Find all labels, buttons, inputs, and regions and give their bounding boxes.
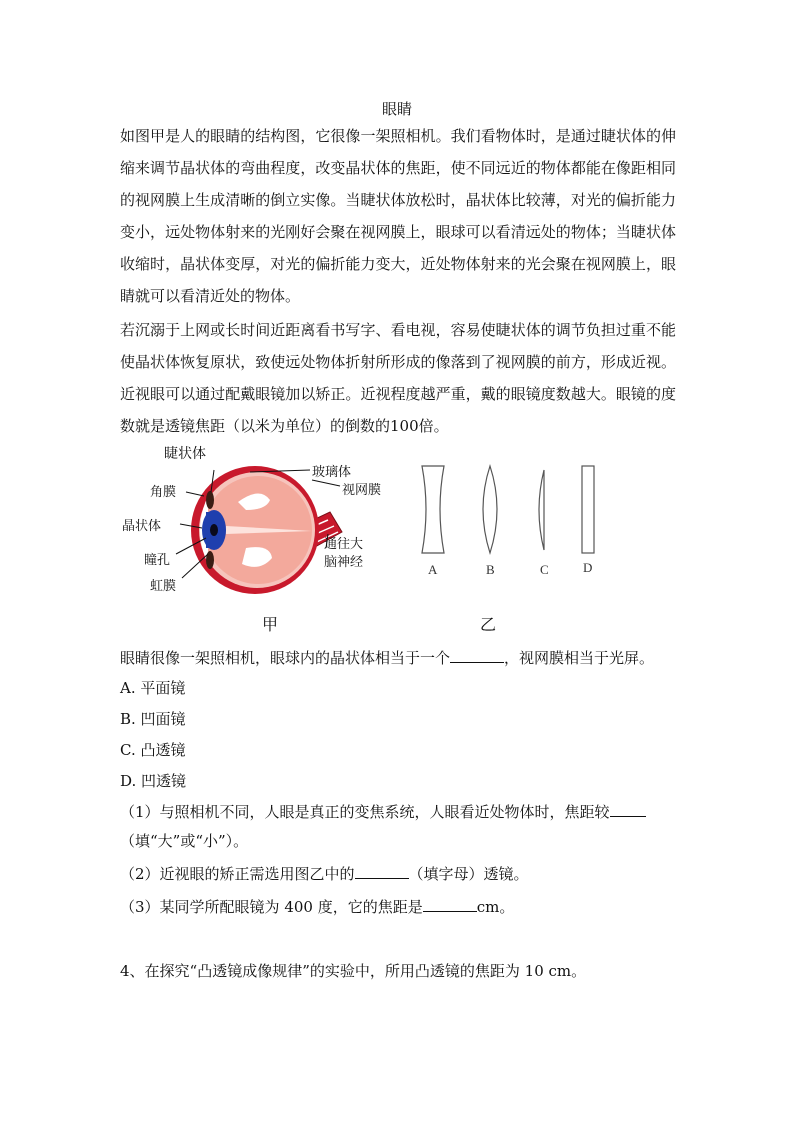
lens-d-plate [582,466,594,553]
subquestion-1-hint: （填“大”或“小”）。 [120,832,249,850]
label-lens: 晶状体 [122,519,162,534]
option-a[interactable]: A. 平面镜 [120,679,186,697]
ciliary-body-bottom [206,551,214,569]
pupil [210,524,218,536]
caption-eye: 甲 [262,615,279,634]
answer-blank-focal-change[interactable] [610,802,646,817]
lens-c-plano-convex [539,470,544,550]
eye-structure-diagram [120,440,410,635]
lens-b-label: B [486,562,495,577]
option-b[interactable]: B. 凹面镜 [120,710,186,728]
figure [120,440,676,640]
question-stem [120,647,654,669]
label-cornea: 角膜 [150,485,177,500]
question-stem-text: 眼睛很像一架照相机，眼球内的晶状体相当于一个 [120,649,451,667]
article-title: 眼睛 [381,100,412,118]
lens-c-label: C [540,562,549,577]
subquestion-2-text: （2）近视眼的矫正需选用图乙中的 [120,865,355,883]
caption-lens: 乙 [480,615,497,634]
ciliary-body-top [206,491,214,509]
paragraph-eye-structure: 如图甲是人的眼睛的结构图，它很像一架照相机。我们看物体时，是通过睫状体的伸缩来调节晶状体的弯曲程度，改变晶状体的焦距，使不同远近的物体都能在像距相同的视网膜上生成清晰的倒立实像。当睫状体放松时，晶状体比较薄，对光的偏折能力变小，远处物体射来的光刚好会聚在视网膜上，眼球可以看清远处的物体；当睫状体收缩时，晶状体变厚，对光的偏折能力变大，近处物体射来的光会聚在视网膜上，眼睛就可以看清近处的物体。 [120,127,676,305]
next-question: 4、在探究“凸透镜成像规律”的实验中，所用凸透镜的焦距为 10 cm。 [120,962,587,980]
option-c[interactable]: C. 凸透镜 [120,741,186,759]
subquestion-1 [120,801,646,823]
subquestion-3-text: （3）某同学所配眼镜为 400 度，它的焦距是 [120,898,423,916]
subquestion-3 [120,896,514,918]
option-d[interactable]: D. 凹透镜 [120,772,187,790]
subquestion-2 [120,863,529,885]
label-vitreous: 玻璃体 [312,465,352,480]
label-ciliary: 睫状体 [164,446,206,462]
subquestion-2-tail: （填字母）透镜。 [408,865,529,883]
subquestion-3-unit: cm。 [476,898,515,916]
label-iris: 虹膜 [150,579,177,594]
lens-b-biconvex [483,466,497,553]
subquestion-1-text: （1）与照相机不同，人眼是真正的变焦系统，人眼看近处物体时，焦距较 [120,803,610,821]
lens-types-diagram [420,452,650,632]
paragraph-myopia: 若沉溺于上网或长时间近距离看书写字、看电视，容易使睫状体的调节负担过重不能使晶状体恢复原状，致使远处物体折射所形成的像落到了视网膜的前方，形成近视。近视眼可以通过配戴眼镜加以矫正。近视程度越严重，戴的眼镜度数越大。眼镜的度数就是透镜焦距（以米为单位）的倒数的100倍。 [120,321,676,435]
label-nerve-line2: 脑神经 [324,555,364,570]
label-retina: 视网膜 [342,483,382,498]
question-stem-tail: ，视网膜相当于光屏。 [504,649,655,667]
lens-a-label: A [428,562,438,577]
label-nerve-line1: 通往大 [324,537,364,552]
answer-blank-focal-length[interactable] [423,897,477,912]
lens-d-label: D [583,560,593,575]
label-pupil: 瞳孔 [144,553,171,568]
lens-a-concave [422,466,444,553]
answer-blank-lens-type[interactable] [450,648,504,663]
answer-blank-lens-letter[interactable] [355,864,409,879]
